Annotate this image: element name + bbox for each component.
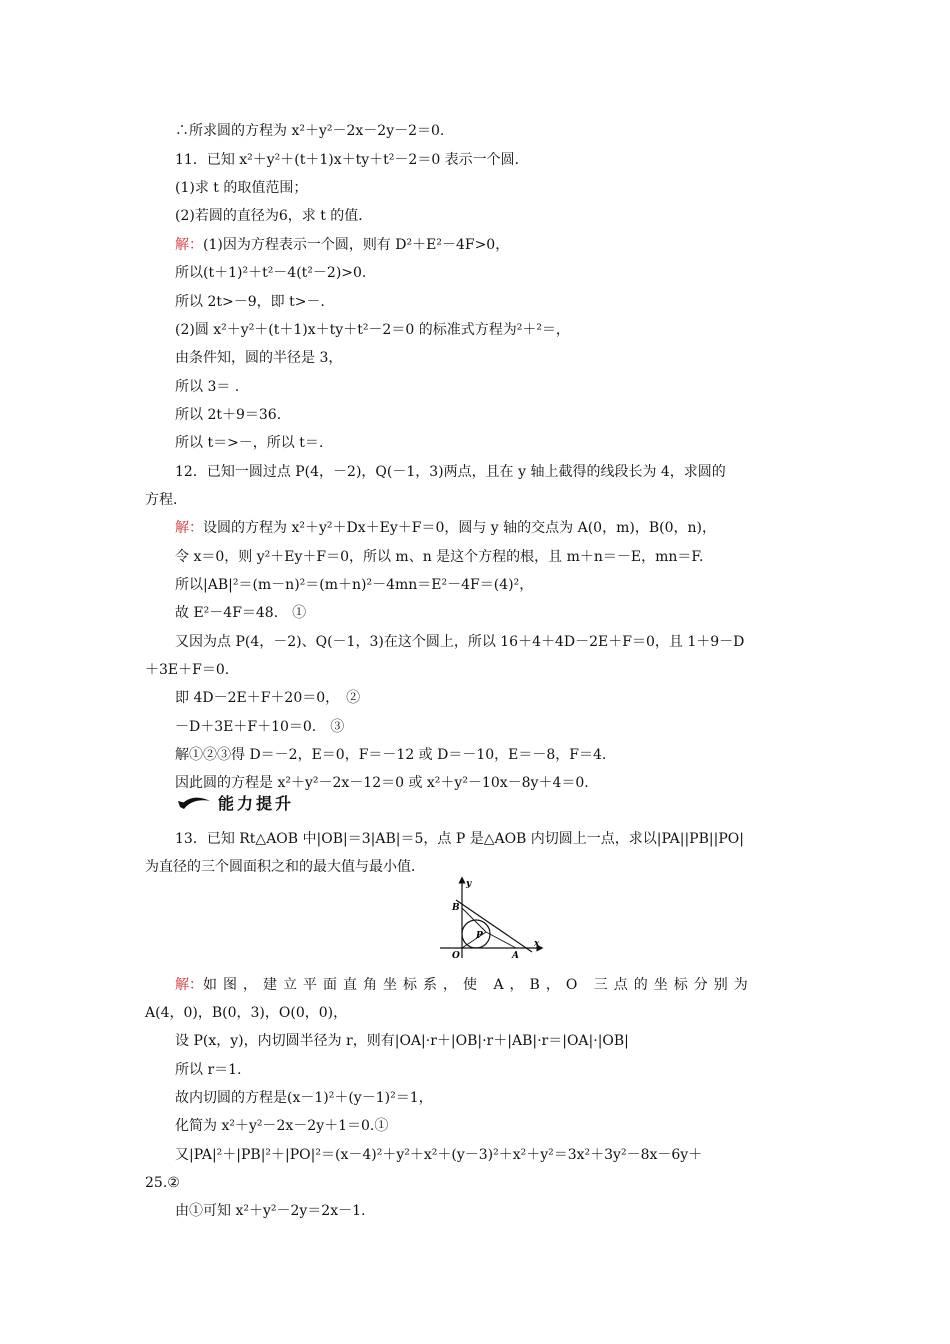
text-line: 设 P(x，y)，内切圆半径为 r，则有|OA|·r＋|OB|·r＋|AB|·r＝|OA|·|OB| [175, 1033, 629, 1049]
problem-11: 11．已知 x²＋y²＋(t＋1)x＋ty＋t²－2＝0 表示一个圆． [175, 152, 529, 168]
text-line: 所以(t＋1)²＋t²－4(t²－2)>0. [175, 265, 367, 281]
text-line: 所以 t＝>－，所以 t＝. [175, 435, 324, 451]
label-p: P [476, 931, 483, 941]
text-line: 所以 2t>－9，即 t>－. [175, 294, 325, 310]
text-line: 25.② [145, 1175, 180, 1191]
text-line: 又|PA|²＋|PB|²＋|PO|²＝(x－4)²＋y²＋x²＋(y－3)²＋x²＋y²＝3x²＋3y²－8x－6y＋ [175, 1147, 703, 1163]
label-a: A [512, 951, 519, 961]
text-line: 故内切圆的方程是(x－1)²＋(y－1)²＝1， [175, 1090, 433, 1106]
label-o: O [452, 951, 460, 961]
label-b: B [452, 903, 460, 913]
text-line: (1)求 t 的取值范围； [175, 180, 308, 196]
label-x: x [534, 939, 540, 949]
text-line: 令 x＝0，则 y²＋Ey＋F＝0，所以 m、n 是这个方程的根，且 m＋n＝－E，mn＝F. [175, 549, 704, 565]
text-line: 所以 2t＋9＝36. [175, 407, 282, 423]
text-line: ＋3E＋F＝0. [145, 662, 230, 678]
text-line: 所以|AB|²＝(m－n)²＝(m＋n)²－4mn＝E²－4F＝(4)²， [175, 577, 534, 593]
text-line: －D＋3E＋F＋10＝0. ③ [175, 719, 345, 735]
text-line: A(4，0)，B(0，3)，O(0，0)， [145, 1005, 348, 1021]
text-line: 为直径的三个圆面积之和的最大值与最小值． [145, 859, 425, 875]
text-line: 解①②③得 D＝－2，E＝0，F＝－12 或 D＝－10，E＝－8，F＝4. [175, 747, 607, 763]
text-line: 由①可知 x²＋y²－2y＝2x－1. [175, 1203, 366, 1219]
label-y: y [466, 879, 472, 889]
problem-12: 12．已知一圆过点 P(4，－2)，Q(－1，3)两点，且在 y 轴上截得的线段长为 4，求圆的 [175, 464, 726, 480]
text-line: (2)若圆的直径为6，求 t 的值． [175, 208, 373, 224]
solution-line: 解：设圆的方程为 x²＋y²＋Dx＋Ey＋F＝0，圆与 y 轴的交点为 A(0，m)，B(0，n)， [175, 520, 716, 536]
text-line: 因此圆的方程是 x²＋y²－2x－12＝0 或 x²＋y²－10x－8y＋4＝0. [175, 775, 589, 791]
text-line: 方程． [145, 492, 187, 508]
text-line: 由条件知，圆的半径是 3， [175, 350, 343, 366]
arrow-swoosh-icon [178, 793, 212, 811]
section-title: 能力提升 [218, 793, 295, 813]
text-line: 所以 r＝1. [175, 1062, 242, 1078]
text-line: 故 E²－4F＝48. ① [175, 605, 307, 621]
segment-pa [486, 932, 516, 948]
text-line: (2)圆 x²＋y²＋(t＋1)x＋ty＋t²－2＝0 的标准式方程为²＋²＝， [175, 322, 570, 338]
text-line: 即 4D－2E＋F＋20＝0， ② [175, 690, 361, 706]
text-line: 又因为点 P(4，－2)、Q(－1，3)在这个圆上，所以 16＋4＋4D－2E＋F＝0，且 1＋9－D [175, 634, 745, 650]
problem-13: 13．已知 Rt△AOB 中|OB|＝3|AB|＝5，点 P 是△AOB 内切圆上一点，求以|PA||PB||PO| [175, 831, 744, 847]
solution-line: 解：如图，建立平面直角坐标系，使 A，B，O 三点的坐标分别为 [175, 977, 754, 993]
text-line: 化简为 x²＋y²－2x－2y＋1＝0.① [175, 1118, 389, 1134]
triangle-figure [436, 876, 546, 962]
section-header [178, 790, 294, 814]
text-line: 所以 3＝ . [175, 379, 240, 395]
solution-line: 解：(1)因为方程表示一个圆，则有 D²＋E²－4F>0， [175, 237, 510, 253]
text-line: ∴所求圆的方程为 x²＋y²－2x－2y－2＝0. [175, 123, 445, 139]
